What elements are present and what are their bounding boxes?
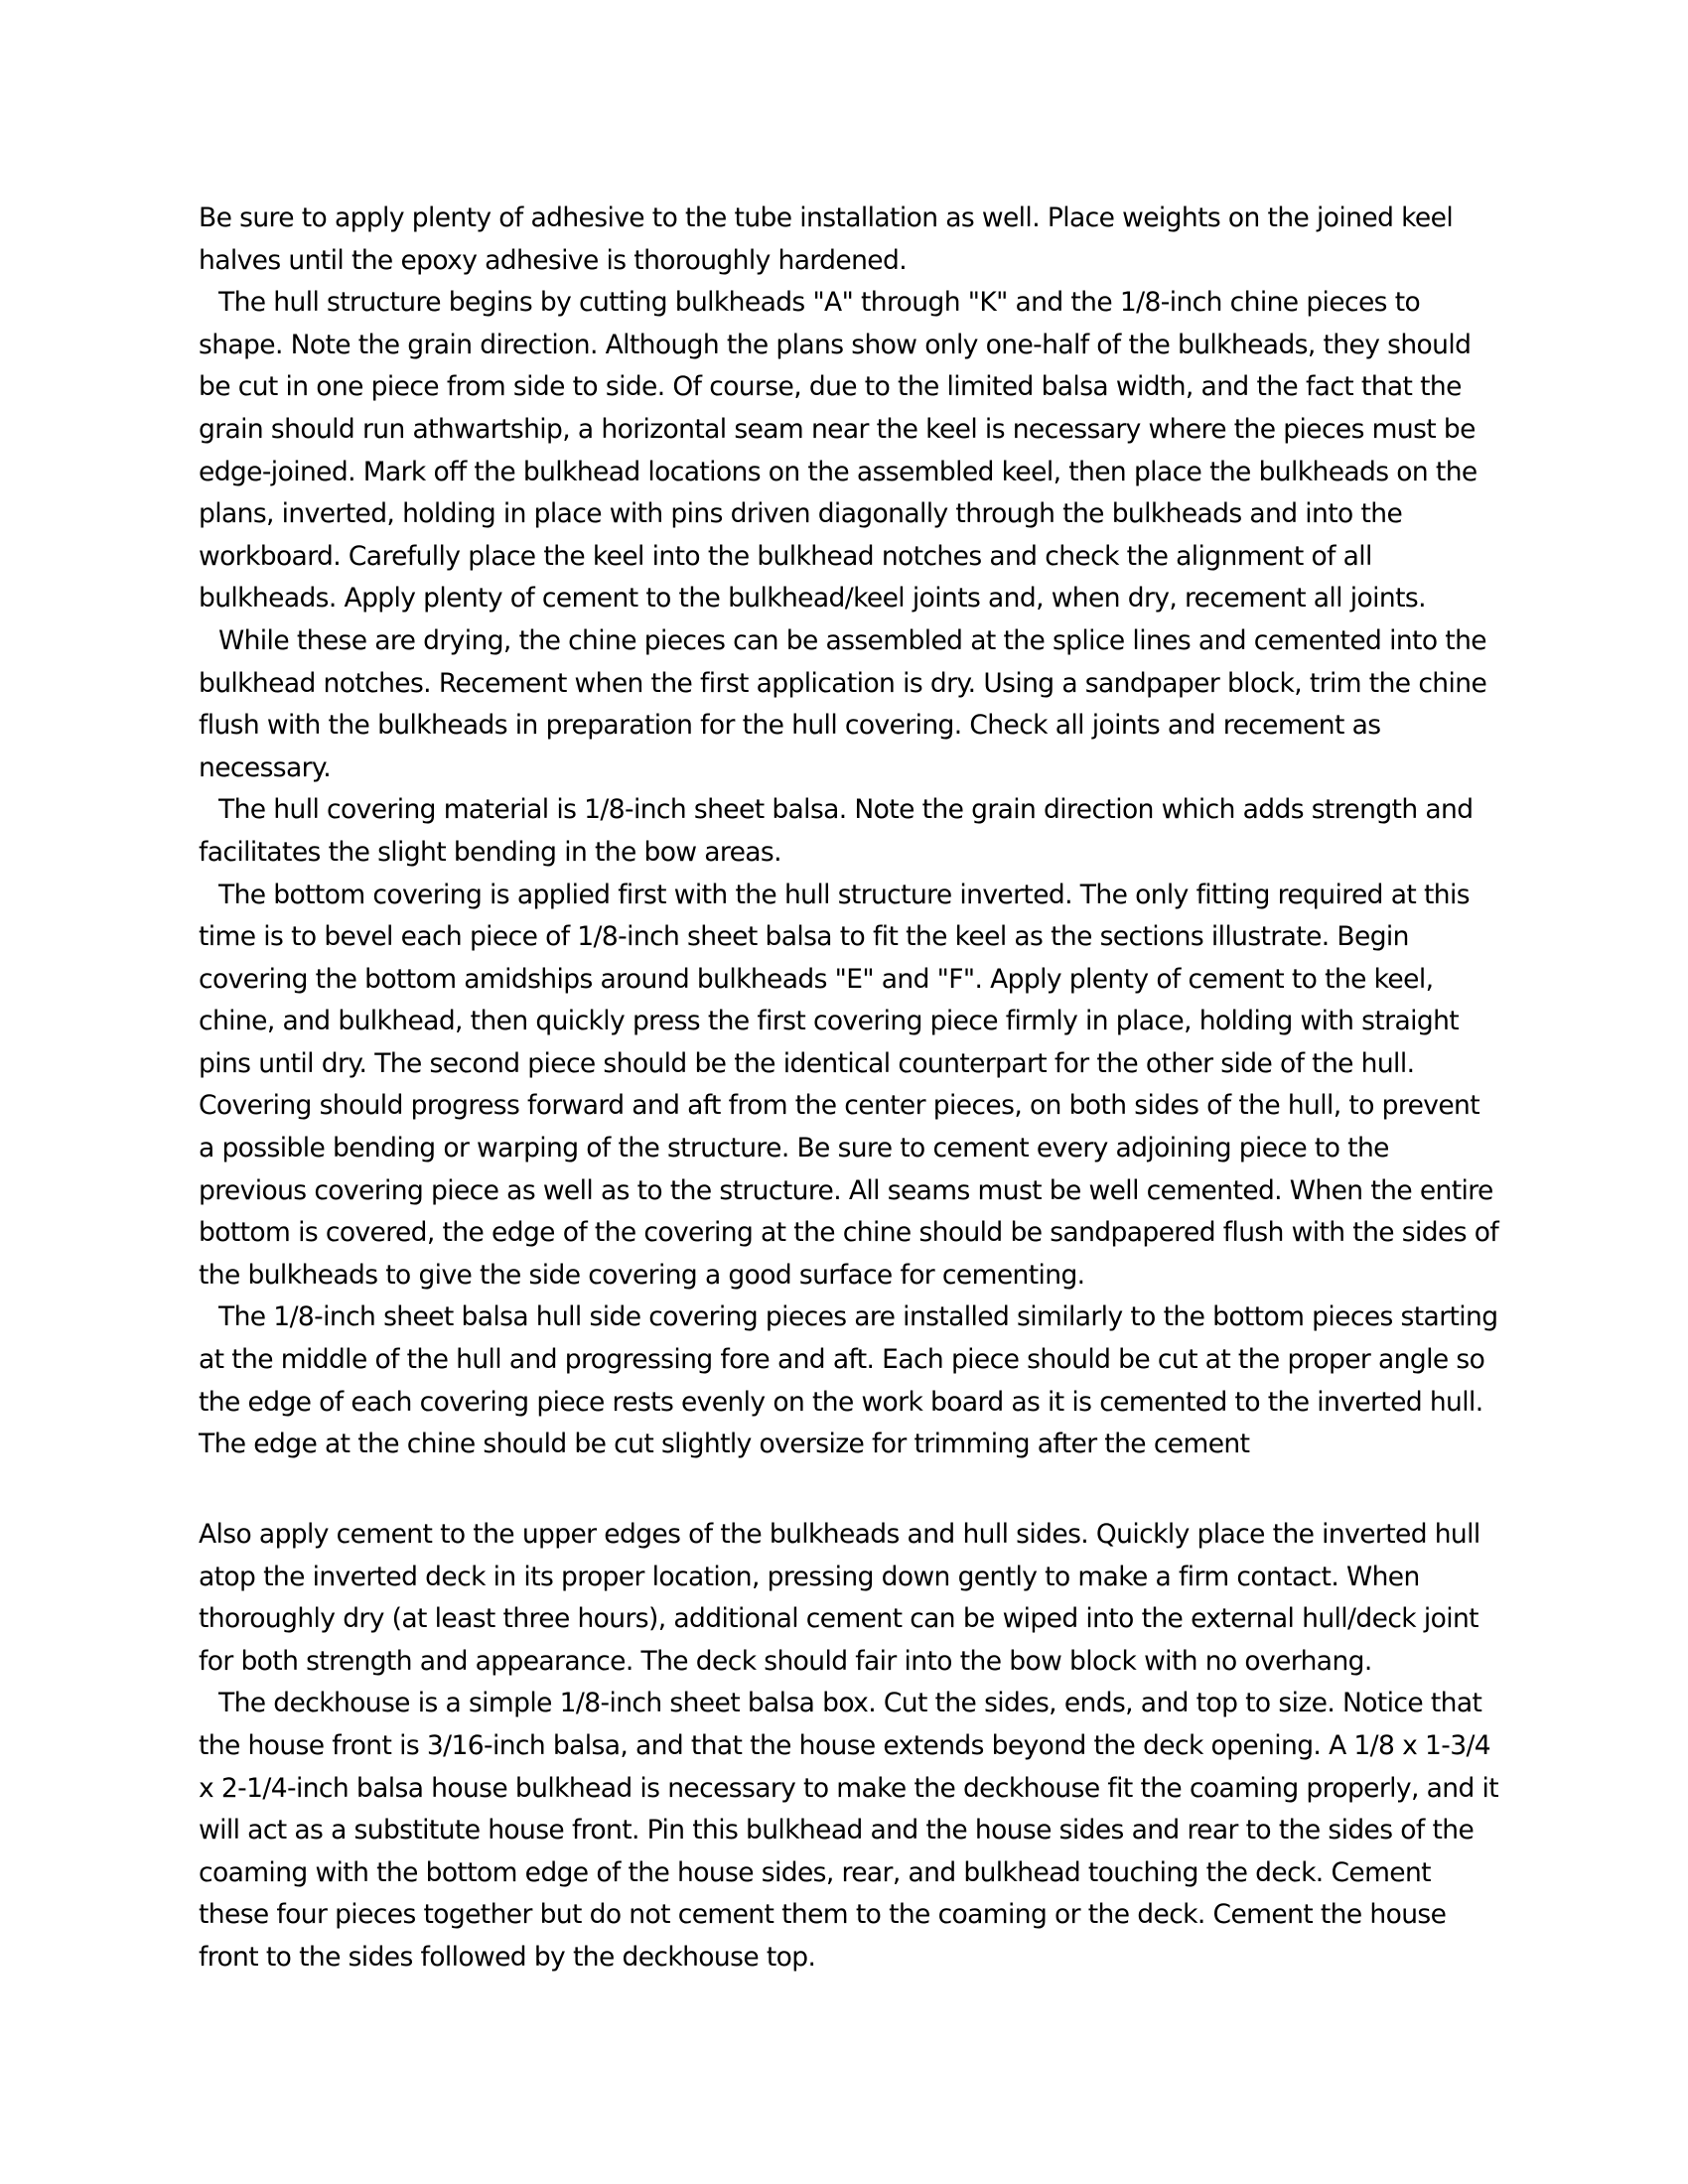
paragraph: The hull covering material is 1/8-inch sheet balsa. Note the grain direction which adds strength and facilitates the slight bending in the bow areas.: [199, 794, 1474, 868]
paragraph: While these are drying, the chine pieces can be assembled at the splice lines and cemented into the bulkhead notches. Recement when the first application is dry. Using a sandpaper block, trim the chine flush with the bulkheads in preparation for the hull covering. Check all joints and recement as necessary.: [199, 624, 1487, 783]
paragraph: The 1/8-inch sheet balsa hull side covering pieces are installed similarly to the bottom pieces starting at the middle of the hull and progressing fore and aft. Each piece should be cut at the proper angle so the edge of each covering piece rests evenly on the work board as it is cemented to the inverted hull. The edge at the chine should be cut slightly oversize for trimming after the cement: [199, 1301, 1498, 1460]
paragraph: The deckhouse is a simple 1/8-inch sheet balsa box. Cut the sides, ends, and top to size. Notice that the house front is 3/16-inch balsa, and that the house extends beyond the deck opening. A 1/8 x 1-3/4 x 2-1/4-inch balsa house bulkhead is necessary to make the deckhouse fit the coaming properly, and it will act as a substitute house front. Pin this bulkhead and the house sides and rear to the sides of the coaming with the bottom edge of the house sides, rear, and bulkhead touching the deck. Cement these four pieces together but do not cement them to the coaming or the deck. Cement the house front to the sides followed by the deckhouse top.: [199, 1688, 1499, 1973]
paragraph: The bottom covering is applied first with the hull structure inverted. The only fitting required at this time is to bevel each piece of 1/8-inch sheet balsa to fit the keel as the sections illustrate. Begin covering the bottom amidships around bulkheads "E" and "F". Apply plenty of cement to the keel, chine, and bulkhead, then quickly press the first covering piece firmly in place, holding with straight pins until dry. The second piece should be the identical counterpart for the other side of the hull. Covering should progress forward and aft from the center pieces, on both sides of the hull, to prevent a possible bending or warping of the structure. Be sure to cement every adjoining piece to the previous covering piece as well as to the structure. All seams must be well cemented. When the entire bottom is covered, the edge of the covering at the chine should be sandpapered flush with the sides of the bulkheads to give the side covering a good surface for cementing.: [199, 879, 1499, 1291]
text-block-hull-construction: [199, 198, 1499, 1466]
text-block-deck-assembly: [199, 1514, 1499, 1979]
paragraph: The hull structure begins by cutting bulkheads "A" through "K" and the 1/8-inch chine pieces to shape. Note the grain direction. Although the plans show only one-half of the bulkheads, they should be cut in one piece from side to side. Of course, due to the limited balsa width, and the fact that the grain should run athwartship, a horizontal seam near the keel is necessary where the pieces must be edge-joined. Mark off the bulkhead locations on the assembled keel, then place the bulkheads on the plans, inverted, holding in place with pins driven diagonally through the bulkheads and into the workboard. Carefully place the keel into the bulkhead notches and check the alignment of all bulkheads. Apply plenty of cement to the bulkhead/keel joints and, when dry, recement all joints.: [199, 287, 1477, 614]
paragraph: Be sure to apply plenty of adhesive to the tube installation as well. Place weights on the joined keel halves until the epoxy adhesive is thoroughly hardened.: [199, 203, 1454, 276]
paragraph: Also apply cement to the upper edges of the bulkheads and hull sides. Quickly place the inverted hull atop the inverted deck in its proper location, pressing down gently to make a firm contact. When thoroughly dry (at least three hours), additional cement can be wiped into the external hull/deck joint for both strength and appearance. The deck should fair into the bow block with no overhang.: [199, 1519, 1480, 1677]
